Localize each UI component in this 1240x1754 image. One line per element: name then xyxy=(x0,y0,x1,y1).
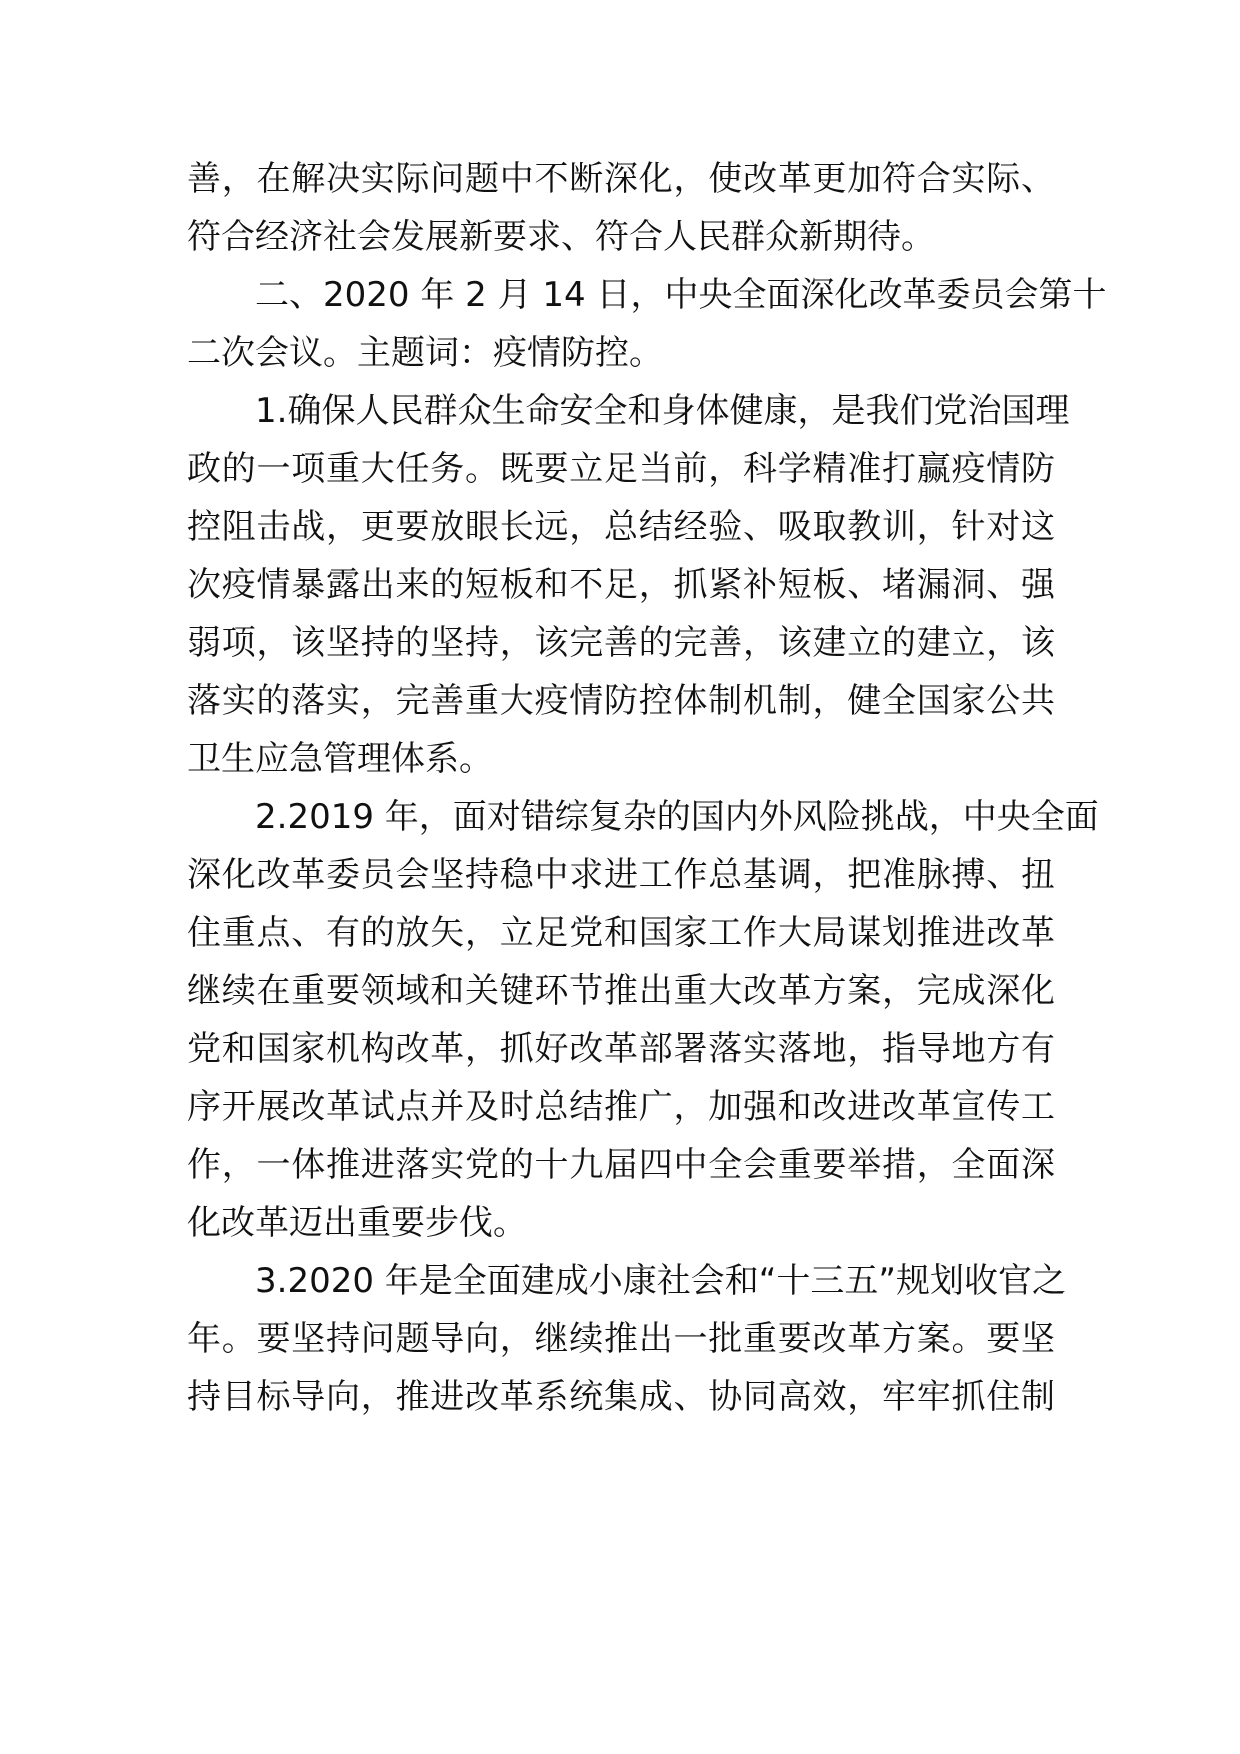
text-line: 序开展改革试点并及时总结推广，加强和改进改革宣传工 xyxy=(187,1087,1055,1127)
text-line: 落实的落实，完善重大疫情防控体制机制，健全国家公共 xyxy=(187,681,1055,721)
text-line: 年。要坚持问题导向，继续推出一批重要改革方案。要坚 xyxy=(187,1319,1055,1359)
text-line: 党和国家机构改革，抓好改革部署落实落地，指导地方有 xyxy=(187,1029,1055,1069)
text-line: 符合经济社会发展新要求、符合人民群众新期待。 xyxy=(187,217,935,257)
text-line: 持目标导向，推进改革系统集成、协同高效，牢牢抓住制 xyxy=(187,1377,1055,1417)
text-line: 善，在解决实际问题中不断深化，使改革更加符合实际、 xyxy=(187,159,1055,199)
text-line: 继续在重要领域和关键环节推出重大改革方案，完成深化 xyxy=(187,971,1055,1011)
text-line: 政的一项重大任务。既要立足当前，科学精准打赢疫情防 xyxy=(187,449,1055,489)
text-line: 弱项，该坚持的坚持，该完善的完善，该建立的建立，该 xyxy=(187,623,1055,663)
text-line: 住重点、有的放矢，立足党和国家工作大局谋划推进改革 xyxy=(187,913,1055,953)
text-line: 卫生应急管理体系。 xyxy=(187,739,493,779)
text-line: 化改革迈出重要步伐。 xyxy=(187,1203,527,1243)
text-line: 2.2019 年，面对错综复杂的国内外风险挑战，中央全面 xyxy=(255,797,1099,837)
text-line: 1.确保人民群众生命安全和身体健康，是我们党治国理 xyxy=(255,391,1070,431)
text-line: 控阻击战，更要放眼长远，总结经验、吸取教训，针对这 xyxy=(187,507,1055,547)
text-line: 作，一体推进落实党的十九届四中全会重要举措，全面深 xyxy=(187,1145,1055,1185)
section-heading-line: 二、2020 年 2 月 14 日，中央全面深化改革委员会第十 xyxy=(255,275,1107,315)
text-line: 次疫情暴露出来的短板和不足，抓紧补短板、堵漏洞、强 xyxy=(187,565,1055,605)
text-line: 3.2020 年是全面建成小康社会和“十三五”规划收官之 xyxy=(255,1261,1067,1301)
text-line: 深化改革委员会坚持稳中求进工作总基调，把准脉搏、扭 xyxy=(187,855,1055,895)
section-heading-line: 二次会议。主题词：疫情防控。 xyxy=(187,333,663,373)
